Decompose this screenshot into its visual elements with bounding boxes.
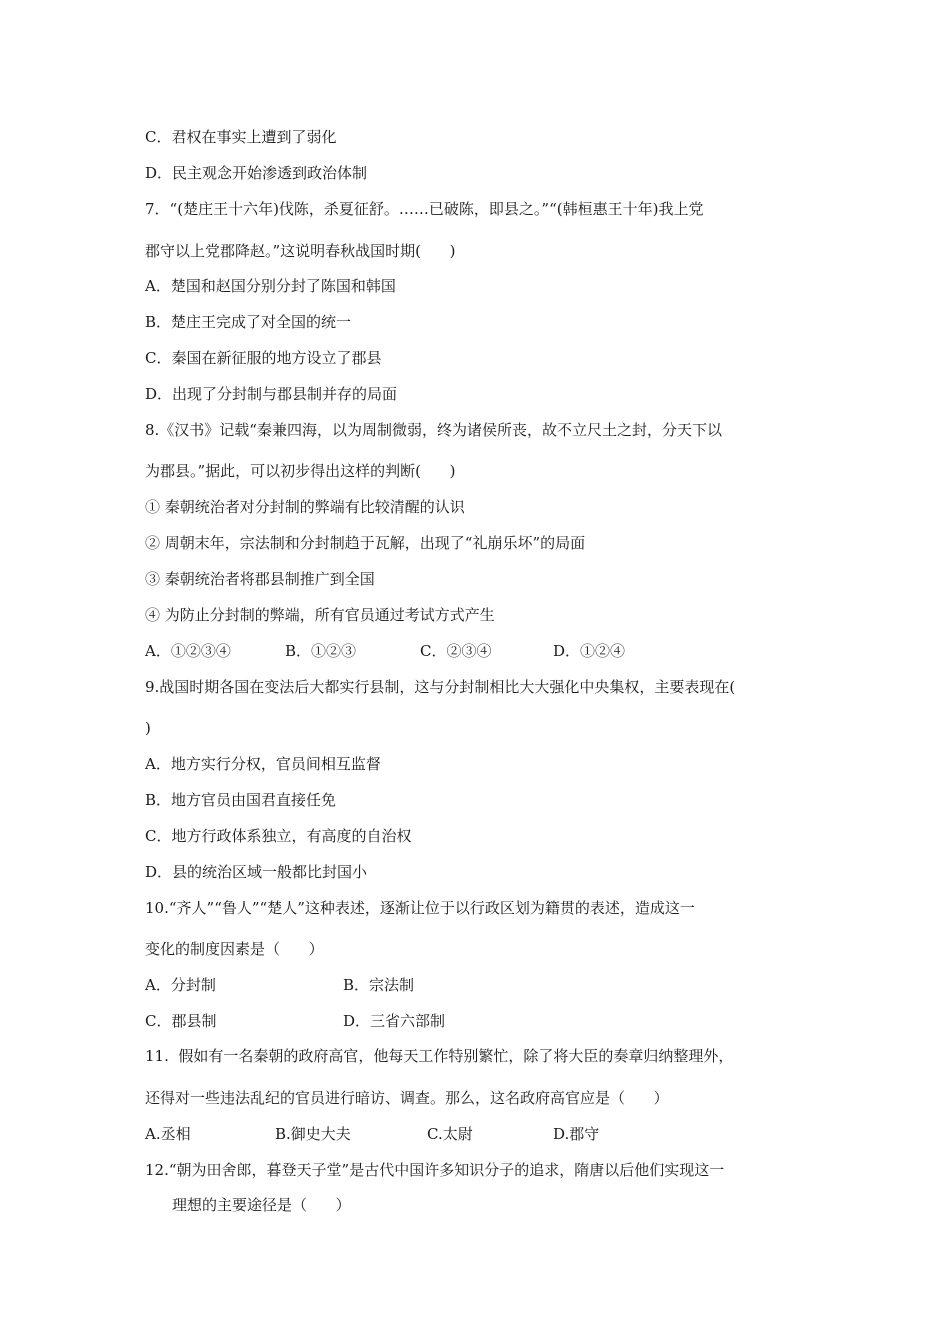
q10-stem-line1: 10.“齐人”“鲁人”“楚人”这种表述，逐渐让位于以行政区划为籍贯的表述，造成这一 [145, 899, 695, 917]
q8-option-a: A．①②③④ [145, 642, 231, 660]
q6-option-c: C．君权在事实上遭到了弱化 [145, 128, 337, 146]
q10-option-b: B．宗法制 [343, 976, 415, 994]
q10-option-c: C．郡县制 [145, 1012, 217, 1030]
q11-option-c: C.太尉 [427, 1125, 473, 1143]
q8-option-d: D．①②④ [553, 642, 626, 660]
q11-stem-line1: 11. 假如有一名秦朝的政府高官，他每天工作特别繁忙，除了将大臣的奏章归纳整理外， [145, 1047, 734, 1065]
q11-option-a: A.丞相 [145, 1125, 191, 1143]
q7-option-d: D．出现了分封制与郡县制并存的局面 [145, 385, 398, 403]
q10-stem-line2: 变化的制度因素是（ ） [145, 940, 324, 958]
q8-statement-4: ④ 为防止分封制的弊端，所有官员通过考试方式产生 [145, 606, 495, 624]
q11-option-b: B.御史大夫 [275, 1125, 351, 1143]
q7-stem-line1: 7．“(楚庄王十六年)伐陈，杀夏征舒。……已破陈，即县之。”“(韩桓惠王十年)我上党 [145, 200, 704, 218]
q7-stem-line2: 郡守以上党郡降赵。”这说明春秋战国时期( ) [145, 242, 456, 260]
q8-stem-line1: 8.《汉书》记载“秦兼四海，以为周制微弱，终为诸侯所丧，故不立尺土之封，分天下以 [145, 421, 722, 439]
q9-stem-line1: 9.战国时期各国在变法后大都实行县制，这与分封制相比大大强化中央集权，主要表现在( [145, 678, 736, 696]
q8-option-b: B．①②③ [285, 642, 357, 660]
q9-stem-line2: ) [145, 719, 151, 737]
q8-option-c: C．②③④ [420, 642, 492, 660]
q8-statement-1: ① 秦朝统治者对分封制的弊端有比较清醒的认识 [145, 498, 465, 516]
q11-option-d: D.郡守 [553, 1125, 600, 1143]
q9-option-a: A．地方实行分权，官员间相互监督 [145, 755, 381, 773]
q7-option-b: B．楚庄王完成了对全国的统一 [145, 313, 352, 331]
q7-option-c: C．秦国在新征服的地方设立了郡县 [145, 349, 382, 367]
q8-stem-line2: 为郡县。”据此，可以初步得出这样的判断( ) [145, 462, 456, 480]
q12-stem-line2: 理想的主要途径是（ ） [172, 1196, 351, 1214]
q10-option-a: A．分封制 [145, 976, 216, 994]
q9-option-c: C．地方行政体系独立，有高度的自治权 [145, 827, 412, 845]
q8-statement-2: ② 周朝末年，宗法制和分封制趋于瓦解，出现了“礼崩乐坏”的局面 [145, 534, 586, 552]
q12-stem-line1: 12.“朝为田舍郎，暮登天子堂”是古代中国许多知识分子的追求，隋唐以后他们实现这一 [145, 1161, 725, 1179]
q7-option-a: A．楚国和赵国分别分封了陈国和韩国 [145, 277, 396, 295]
q11-stem-line2: 还得对一些违法乱纪的官员进行暗访、调查。那么，这名政府高官应是（ ） [145, 1089, 669, 1107]
q6-option-d: D．民主观念开始渗透到政治体制 [145, 164, 368, 182]
q8-statement-3: ③ 秦朝统治者将郡县制推广到全国 [145, 570, 375, 588]
q9-option-b: B．地方官员由国君直接任免 [145, 791, 337, 809]
q9-option-d: D．县的统治区域一般都比封国小 [145, 863, 368, 881]
q10-option-d: D．三省六部制 [343, 1012, 446, 1030]
